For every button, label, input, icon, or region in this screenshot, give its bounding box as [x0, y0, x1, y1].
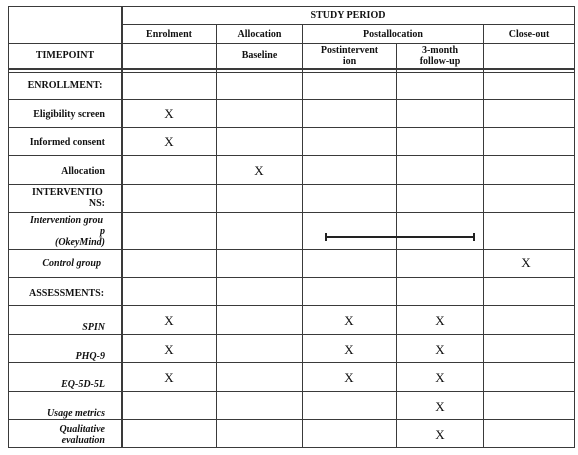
schedule-mark: X: [344, 342, 354, 357]
schedule-mark: X: [521, 255, 531, 270]
postintervention-heading-line2: ion: [342, 56, 357, 67]
grid-line: [8, 334, 574, 335]
intervention-group-label-line3: (OkeyMind): [55, 237, 105, 248]
interventions-section-label-line1: INTERVENTIO: [32, 187, 103, 198]
allocation-row-label: Allocation: [61, 166, 105, 177]
eq5d5l-label: EQ-5D-5L: [61, 379, 105, 390]
grid-line: [8, 99, 574, 100]
intervention-duration-line: [324, 231, 476, 243]
grid-line: [483, 24, 484, 448]
phq9-label: PHQ-9: [75, 351, 105, 362]
grid-line: [302, 24, 303, 448]
postintervention-heading-line1: Postintervent: [320, 45, 379, 56]
closeout-heading: Close-out: [508, 29, 550, 40]
enrolment-heading: Enrolment: [146, 29, 192, 40]
grid-line: [396, 43, 397, 448]
schedule-mark: X: [254, 163, 264, 178]
spin-label: SPIN: [82, 322, 105, 333]
study-period-heading: STUDY PERIOD: [310, 10, 386, 21]
followup-heading-line2: follow-up: [419, 56, 461, 67]
grid-line: [8, 419, 574, 420]
intervention-group-label-line1: Intervention grou: [30, 215, 104, 226]
grid-line: [8, 72, 574, 73]
grid-line: [8, 184, 574, 185]
schedule-mark: X: [164, 134, 174, 149]
usage-metrics-label: Usage metrics: [46, 408, 105, 419]
grid-line: [8, 212, 574, 213]
grid-line: [121, 6, 123, 448]
schedule-mark: X: [435, 313, 445, 328]
grid-line: [216, 24, 217, 448]
schedule-mark: X: [344, 370, 354, 385]
grid-line: [8, 277, 574, 278]
baseline-heading: Baseline: [241, 50, 278, 61]
interventions-section-label-line2: NS:: [88, 198, 105, 209]
grid-line: [122, 24, 574, 25]
postallocation-heading: Postallocation: [363, 29, 423, 40]
grid-line: [574, 6, 575, 448]
qualitative-evaluation-label-line2: evaluation: [61, 435, 105, 446]
grid-line: [8, 68, 574, 70]
schedule-mark: X: [164, 370, 174, 385]
grid-line: [8, 6, 574, 7]
eligibility-screen-label: Eligibility screen: [33, 109, 105, 120]
schedule-mark: X: [435, 427, 445, 442]
control-group-label: Control group: [42, 258, 101, 269]
grid-line: [8, 447, 574, 448]
enrollment-section-label: ENROLLMENT:: [27, 80, 103, 91]
intervention-group-label-line2: p: [100, 226, 105, 237]
schedule-mark: X: [164, 106, 174, 121]
schedule-mark: X: [164, 313, 174, 328]
allocation-heading: Allocation: [237, 29, 282, 40]
grid-line: [8, 127, 574, 128]
grid-line: [8, 305, 574, 306]
grid-line: [8, 391, 574, 392]
grid-line: [8, 362, 574, 363]
informed-consent-label: Informed consent: [29, 137, 105, 148]
schedule-mark: X: [435, 399, 445, 414]
qualitative-evaluation-label-line1: Qualitative: [59, 424, 105, 435]
grid-line: [8, 249, 574, 250]
assessments-section-label: ASSESSMENTS:: [29, 288, 105, 299]
grid-line: [8, 155, 574, 156]
timepoint-heading: TIMEPOINT: [35, 50, 95, 61]
schedule-mark: X: [435, 342, 445, 357]
schedule-mark: X: [164, 342, 174, 357]
followup-heading-line1: 3-month: [421, 45, 459, 56]
schedule-mark: X: [435, 370, 445, 385]
schedule-mark: X: [344, 313, 354, 328]
grid-line: [8, 43, 574, 44]
